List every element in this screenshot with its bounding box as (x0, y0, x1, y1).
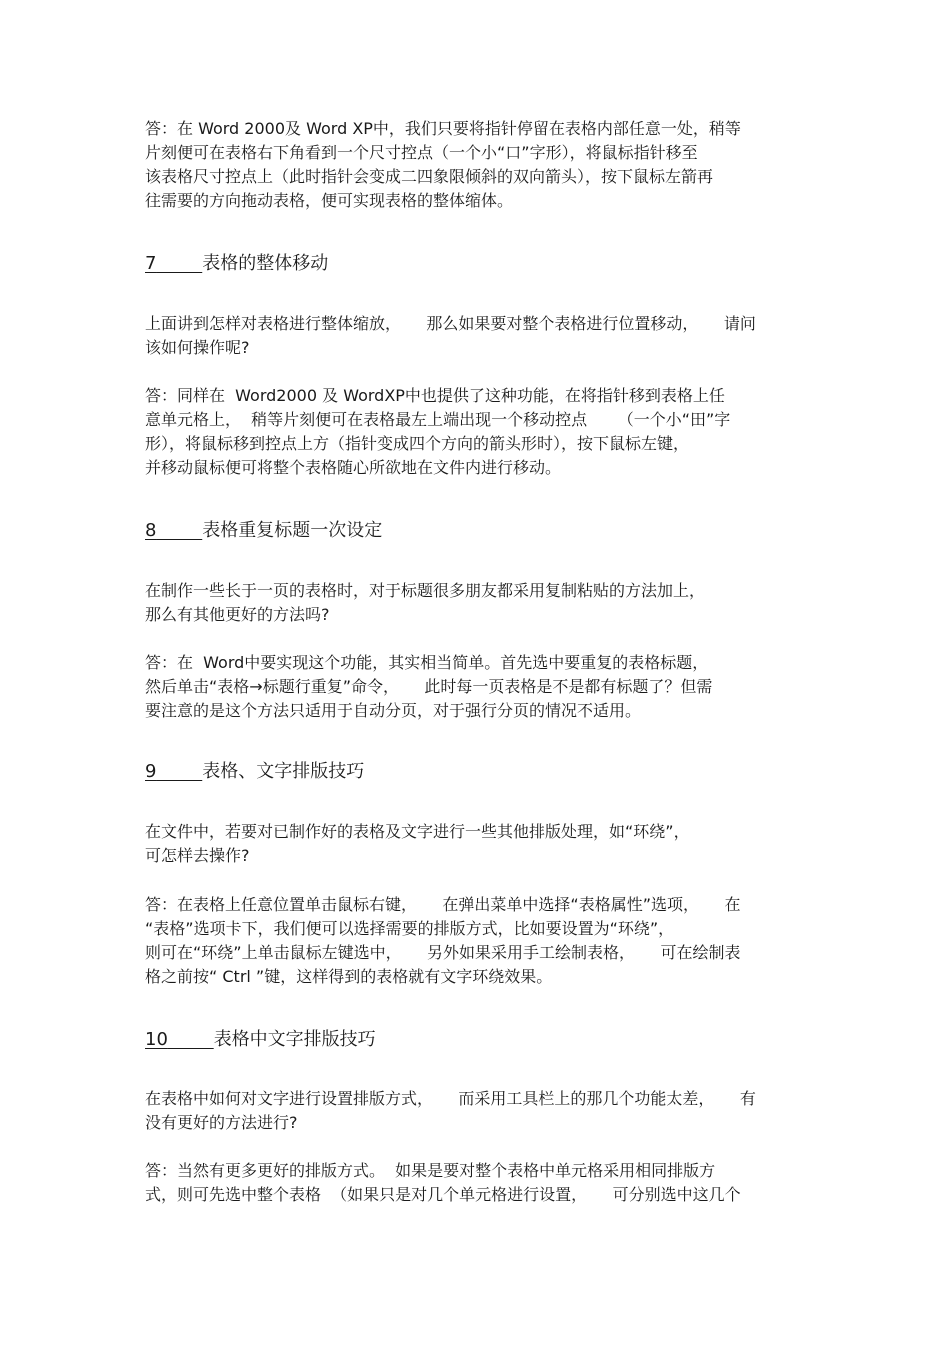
text-line: 答：当然有更多更好的排版方式。 如果是要对整个表格中单元格采用相同排版方 (145, 1161, 716, 1180)
text-line: 上面讲到怎样对表格进行整体缩放， 那么如果要对整个表格进行位置移动， 请问 (145, 314, 756, 333)
question-paragraph (145, 820, 810, 868)
text-line: 答：在 Word中要实现这个功能，其实相当简单。首先选中要重复的表格标题， (145, 653, 709, 672)
question-paragraph (145, 312, 810, 360)
section-number: 8 (145, 520, 157, 541)
section-title: 表格、文字排版技巧 (202, 761, 365, 782)
section-title: 表格重复标题一次设定 (202, 520, 383, 541)
section-number: 7 (145, 253, 157, 274)
answer-paragraph (145, 893, 810, 989)
answer-paragraph (145, 384, 810, 480)
text-line: 在制作一些长于一页的表格时，对于标题很多朋友都采用复制粘贴的方法加上， (145, 581, 706, 600)
text-line: 式，则可先选中整个表格 （如果只是对几个单元格进行设置， 可分别选中这几个 (145, 1185, 741, 1204)
section-heading-10 (145, 1028, 376, 1052)
section-number: 9 (145, 761, 157, 782)
section-heading-9 (145, 760, 364, 784)
section-title: 表格中文字排版技巧 (213, 1029, 376, 1050)
text-line: 片刻便可在表格右下角看到一个尺寸控点（一个小“口”字形），将鼠标指针移至 (145, 143, 698, 162)
section-title: 表格的整体移动 (202, 253, 329, 274)
answer-paragraph (145, 117, 810, 213)
text-line: 那么有其他更好的方法吗? (145, 605, 330, 624)
question-paragraph (145, 1087, 810, 1135)
text-line: 要注意的是这个方法只适用于自动分页，对于强行分页的情况不适用。 (145, 701, 642, 720)
text-line: 形），将鼠标移到控点上方（指针变成四个方向的箭头形时），按下鼠标左键， (145, 434, 690, 453)
text-line: 然后单击“表格→标题行重复”命令， 此时每一页表格是不是都有标题了？但需 (145, 677, 713, 696)
section-heading-8 (145, 519, 382, 543)
text-line: 该表格尺寸控点上（此时指针会变成二四象限倾斜的双向箭头），按下鼠标左箭再 (145, 167, 714, 186)
text-line: 答：在 Word 2000及 Word XP中，我们只要将指针停留在表格内部任意一处，稍等 (145, 119, 741, 138)
text-line: 没有更好的方法进行? (145, 1113, 298, 1132)
text-line: 该如何操作呢? (145, 338, 250, 357)
answer-paragraph (145, 651, 810, 723)
text-line: 往需要的方向拖动表格，便可实现表格的整体缩体。 (145, 191, 514, 210)
text-line: 答：同样在 Word2000 及 WordXP中也提供了这种功能，在将指针移到表格上任 (145, 386, 725, 405)
text-line: 答：在表格上任意位置单击鼠标右键， 在弹出菜单中选择“表格属性”选项， 在 (145, 895, 741, 914)
text-line: 则可在“环绕”上单击鼠标左键选中， 另外如果采用手工绘制表格， 可在绘制表 (145, 943, 741, 962)
text-line: 并移动鼠标便可将整个表格随心所欲地在文件内进行移动。 (145, 458, 562, 477)
text-line: 在表格中如何对文字进行设置排版方式， 而采用工具栏上的那几个功能太差， 有 (145, 1089, 756, 1108)
text-line: 在文件中，若要对已制作好的表格及文字进行一些其他排版处理，如“环绕”， (145, 822, 690, 841)
section-heading-7 (145, 252, 328, 276)
section-number: 10 (145, 1029, 168, 1050)
text-line: 格之前按“ Ctrl ”键，这样得到的表格就有文字环绕效果。 (145, 967, 553, 986)
text-line: 意单元格上， 稍等片刻便可在表格最左上端出现一个移动控点 （一个小“田”字 (145, 410, 731, 429)
answer-paragraph (145, 1159, 810, 1207)
text-line: 可怎样去操作? (145, 846, 250, 865)
text-line: “表格”选项卡下，我们便可以选择需要的排版方式，比如要设置为“环绕”， (145, 919, 675, 938)
question-paragraph (145, 579, 810, 627)
